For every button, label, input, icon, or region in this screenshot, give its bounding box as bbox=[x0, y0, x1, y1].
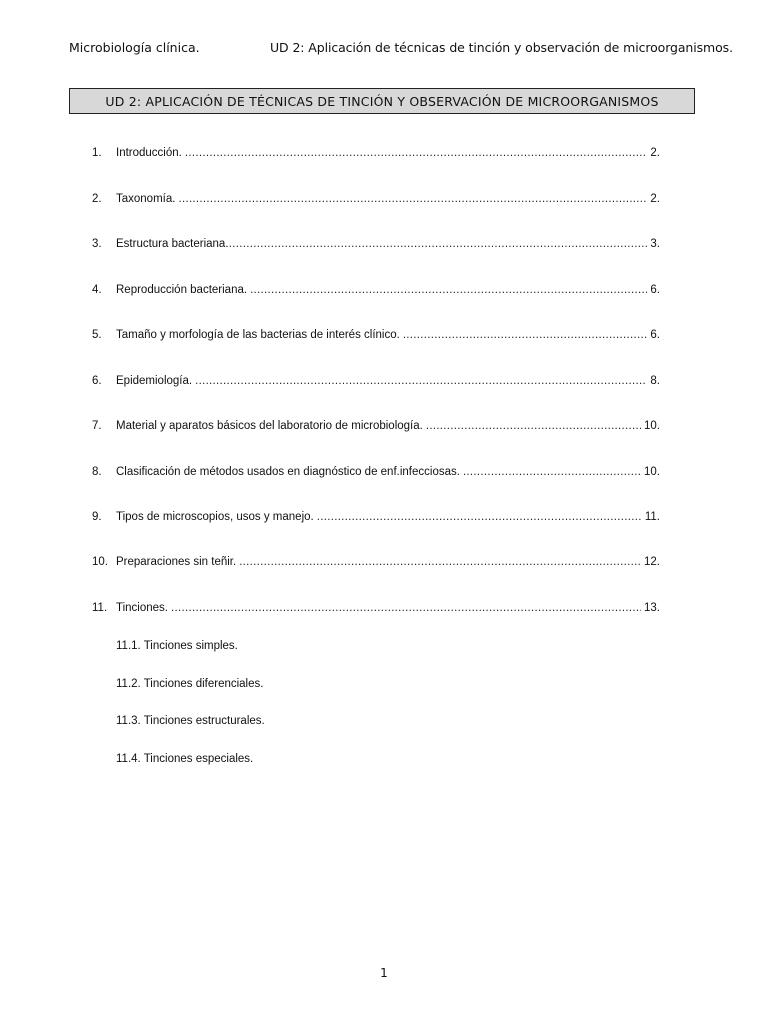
toc-entry-number: 8. bbox=[92, 466, 102, 478]
toc-entry bbox=[92, 193, 660, 209]
toc-entry-number: 2. bbox=[92, 193, 102, 205]
toc-entry-number: 6. bbox=[92, 375, 102, 387]
toc-entry-label: Tinciones. bbox=[116, 602, 168, 614]
toc-entry-page: 2. bbox=[650, 193, 660, 205]
toc-entry-page: 12. bbox=[644, 556, 660, 568]
toc-entry bbox=[92, 511, 660, 527]
toc-entry-label: Taxonomía. bbox=[116, 193, 176, 205]
toc-entry-label: Material y aparatos básicos del laboratorio de microbiología. bbox=[116, 420, 423, 432]
toc-entry-page: 6. bbox=[650, 329, 660, 341]
toc-entry-label: Reproducción bacteriana. bbox=[116, 284, 248, 296]
toc-entry-page: 3. bbox=[650, 238, 660, 250]
toc-subentry: 11.1. Tinciones simples. bbox=[116, 640, 238, 652]
toc-leader-dots bbox=[239, 556, 641, 568]
toc-entry-page: 13. bbox=[644, 602, 660, 614]
toc-entry-label: Epidemiología. bbox=[116, 375, 193, 387]
toc-entry-page: 10. bbox=[644, 420, 660, 432]
toc-entry-number: 9. bbox=[92, 511, 102, 523]
toc-leader-dots bbox=[225, 238, 647, 250]
toc-entry-label: Introducción. bbox=[116, 147, 182, 159]
toc-leader-dots bbox=[195, 375, 647, 387]
toc-entry bbox=[92, 329, 660, 345]
toc-leader-dots bbox=[403, 329, 648, 341]
toc-leader-dots bbox=[463, 466, 641, 478]
toc-entry-number: 4. bbox=[92, 284, 102, 296]
toc-subentry: 11.4. Tinciones especiales. bbox=[116, 753, 254, 765]
toc-entry-label: Preparaciones sin teñir. bbox=[116, 556, 237, 568]
toc-entry bbox=[92, 375, 660, 391]
toc-entry-number: 10. bbox=[92, 556, 108, 568]
toc-entry bbox=[92, 556, 660, 572]
toc-entry-page: 11. bbox=[644, 511, 660, 523]
toc-entry-number: 3. bbox=[92, 238, 102, 250]
toc-leader-dots bbox=[171, 602, 641, 614]
toc-subentry: 11.3. Tinciones estructurales. bbox=[116, 715, 265, 727]
toc-entry-number: 7. bbox=[92, 420, 102, 432]
toc-entry-label: Tamaño y morfología de las bacterias de interés clínico. bbox=[116, 329, 400, 341]
toc-entry-label: Clasificación de métodos usados en diagnóstico de enf.infecciosas. bbox=[116, 466, 460, 478]
page-number: 1 bbox=[380, 966, 388, 980]
toc-entry bbox=[92, 466, 660, 482]
toc-entry-number: 5. bbox=[92, 329, 102, 341]
toc-leader-dots bbox=[178, 193, 647, 205]
toc-entry-page: 8. bbox=[650, 375, 660, 387]
toc-entry-label: Estructura bacteriana bbox=[116, 238, 226, 250]
toc-leader-dots bbox=[426, 420, 641, 432]
toc-entry-page: 6. bbox=[650, 284, 660, 296]
toc-entry-number: 1. bbox=[92, 147, 102, 159]
toc-leader-dots bbox=[185, 147, 648, 159]
header-subject: Microbiología clínica. bbox=[69, 40, 200, 55]
document-title: UD 2: APLICACIÓN DE TÉCNICAS DE TINCIÓN Y OBSERVACIÓN DE MICROORGANISMOS bbox=[69, 88, 695, 114]
toc-leader-dots bbox=[250, 284, 647, 296]
toc-entry bbox=[92, 238, 660, 254]
header-unit-title: UD 2: Aplicación de técnicas de tinción y observación de microorganismos. bbox=[270, 40, 733, 55]
toc-entry-label: Tipos de microscopios, usos y manejo. bbox=[116, 511, 314, 523]
toc-leader-dots bbox=[317, 511, 642, 523]
toc-entry-page: 2. bbox=[650, 147, 660, 159]
toc-entry bbox=[92, 420, 660, 436]
toc-entry bbox=[92, 147, 660, 163]
toc-entry bbox=[92, 284, 660, 300]
toc-entry-number: 11. bbox=[92, 602, 108, 614]
toc-subentry: 11.2. Tinciones diferenciales. bbox=[116, 678, 264, 690]
toc-entry-page: 10. bbox=[644, 466, 660, 478]
toc-entry bbox=[92, 602, 660, 618]
